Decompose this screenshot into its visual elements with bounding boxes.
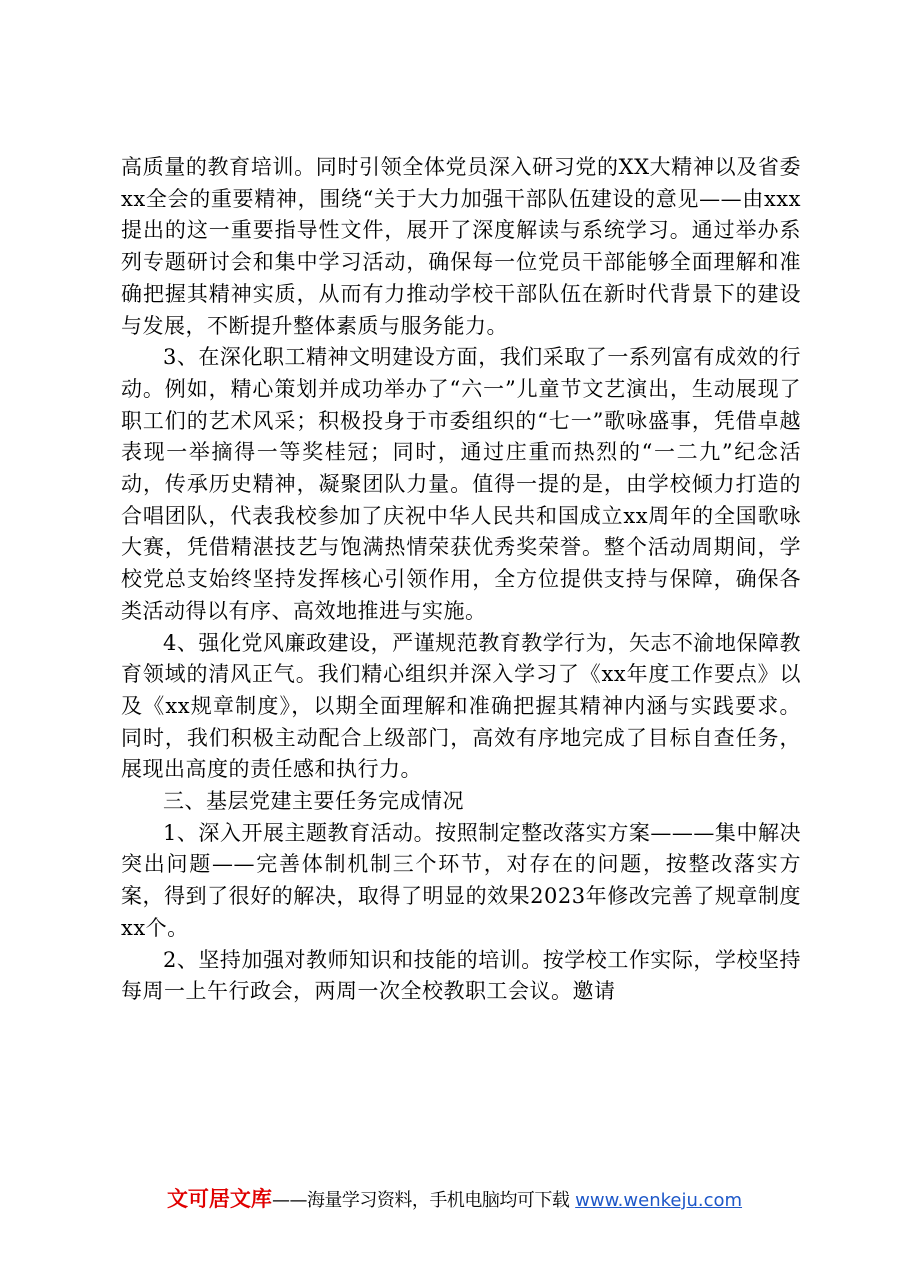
paragraph-item-4: 4、强化党风廉政建设，严谨规范教育教学行为，矢志不渝地保障教育领域的清风正气。我们精心组织并深入学习了《xx年度工作要点》以及《xx规章制度》，以期全面理解和准确把握其精神内涵与实践要求。同时，我们积极主动配合上级部门，高效有序地完成了目标自查任务，展现出高度的责任感和执行力。 (121, 630, 801, 782)
footer-tagline: ——海量学习资料，手机电脑均可下载 (271, 1190, 570, 1211)
paragraph-section-item-1: 1、深入开展主题教育活动。按照制定整改落实方案———集中解决突出问题——完善体制机制三个环节，对存在的问题，按整改落实方案，得到了很好的解决，取得了明显的效果2023年修改完善了规章制度xx个。 (121, 820, 801, 940)
paragraph-section-item-2: 2、坚持加强对教师知识和技能的培训。按学校工作实际，学校坚持每周一上午行政会，两周一次全校教职工会议。邀请 (121, 947, 801, 1004)
paragraph-item-3: 3、在深化职工精神文明建设方面，我们采取了一系列富有成效的行动。例如，精心策划并成功举办了“六一”儿童节文艺演出，生动展现了职工们的艺术风采；积极投身于市委组织的“七一”歌咏盛事，凭借卓越表现一举摘得一等奖桂冠；同时，通过庄重而热烈的“一二九”纪念活动，传承历史精神，凝聚团队力量。值得一提的是，由学校倾力打造的合唱团队，代表我校参加了庆祝中华人民共和国成立xx周年的全国歌咏大赛，凭借精湛技艺与饱满热情荣获优秀奖荣誉。整个活动周期间，学校党总支始终坚持发挥核心引领作用，全方位提供支持与保障，确保各类活动得以有序、高效地推进与实施。 (121, 345, 801, 623)
paragraph-continuation: 高质量的教育培训。同时引领全体党员深入研习党的XX大精神以及省委xx全会的重要精神，围绕“关于大力加强干部队伍建设的意见——由xxx提出的这一重要指导性文件，展开了深度解读与系统学习。通过举办系列专题研讨会和集中学习活动，确保每一位党员干部能够全面理解和准确把握其精神实质，从而有力推动学校干部队伍在新时代背景下的建设与发展，不断提升整体素质与服务能力。 (121, 155, 801, 338)
footer-site-link[interactable]: www.wenkeju.com (575, 1190, 743, 1211)
section-heading: 三、基层党建主要任务完成情况 (163, 789, 464, 814)
footer-banner (0, 1183, 909, 1213)
document-body (121, 152, 801, 1008)
footer-brand: 文可居文库 (166, 1187, 272, 1211)
